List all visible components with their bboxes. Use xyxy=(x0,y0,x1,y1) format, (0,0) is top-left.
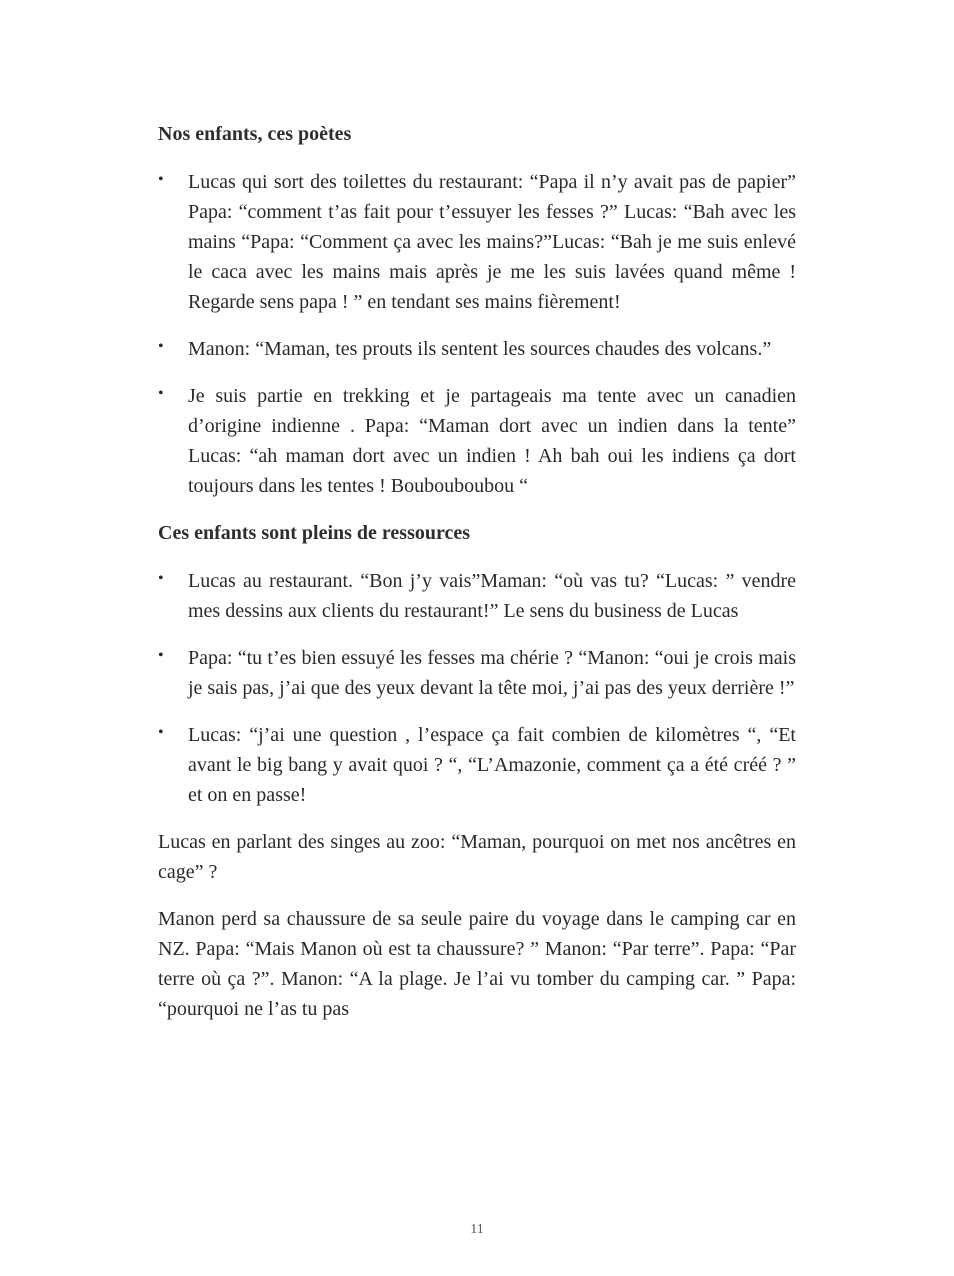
list-item-text: Lucas qui sort des toilettes du restaurant: “Papa il n’y avait pas de papier” Papa: “comment t’as fait pour t’essuyer les fesses ?” Lucas: “Bah avec les mains “Papa: “Comment ça avec les mains?”Lucas: “Bah je me suis enlevé le caca avec les mains mais après je me les suis lavées quand même ! Regarde sens papa ! ” en tendant ses mains fièrement! xyxy=(188,171,796,313)
list-item xyxy=(158,566,796,626)
list-item xyxy=(158,720,796,810)
list-item-text: Papa: “tu t’es bien essuyé les fesses ma chérie ? “Manon: “oui je crois mais je sais pas, j’ai que des yeux devant la tête moi, j’ai pas des yeux derrière !” xyxy=(188,647,796,699)
list-item xyxy=(158,381,796,501)
bullet-list-resources xyxy=(158,566,796,810)
list-item-text: Lucas au restaurant. “Bon j’y vais”Maman: “où vas tu? “Lucas: ” vendre mes dessins aux clients du restaurant!” Le sens du business de Lucas xyxy=(188,570,796,622)
page-number: 11 xyxy=(470,1222,484,1237)
list-item xyxy=(158,334,796,364)
page-content xyxy=(158,119,796,1041)
bullet-marker: • xyxy=(158,647,164,664)
list-item xyxy=(158,643,796,703)
bullet-marker: • xyxy=(158,570,164,587)
section-heading-poets: Nos enfants, ces poètes xyxy=(158,123,352,145)
list-item-text: Lucas: “j’ai une question , l’espace ça fait combien de kilomètres “, “Et avant le big bang y avait quoi ? “, “L’Amazonie, comment ça a été créé ? ” et on en passe! xyxy=(188,724,796,806)
list-item-text: Je suis partie en trekking et je partageais ma tente avec un canadien d’origine indienne . Papa: “Maman dort avec un indien dans la tente” Lucas: “ah maman dort avec un indien ! Ah bah oui les indiens ça dort toujours dans les tentes ! Boubouboubou “ xyxy=(188,385,796,497)
list-item xyxy=(158,167,796,317)
paragraph-shoe: Manon perd sa chaussure de sa seule paire du voyage dans le camping car en NZ. Papa: “Mais Manon où est ta chaussure? ” Manon: “Par terre”. Papa: “Par terre où ça ?”. Manon: “A la plage. Je l’ai vu tomber du camping car. ” Papa: “pourquoi ne l’as tu pas xyxy=(158,908,796,1020)
paragraph-zoo: Lucas en parlant des singes au zoo: “Maman, pourquoi on met nos ancêtres en cage” ? xyxy=(158,831,796,883)
bullet-marker: • xyxy=(158,724,164,741)
bullet-list-poets xyxy=(158,167,796,501)
section-heading-resources: Ces enfants sont pleins de ressources xyxy=(158,522,471,544)
bullet-marker: • xyxy=(158,385,164,402)
bullet-marker: • xyxy=(158,171,164,188)
list-item-text: Manon: “Maman, tes prouts ils sentent les sources chaudes des volcans.” xyxy=(188,338,772,360)
bullet-marker: • xyxy=(158,338,164,355)
